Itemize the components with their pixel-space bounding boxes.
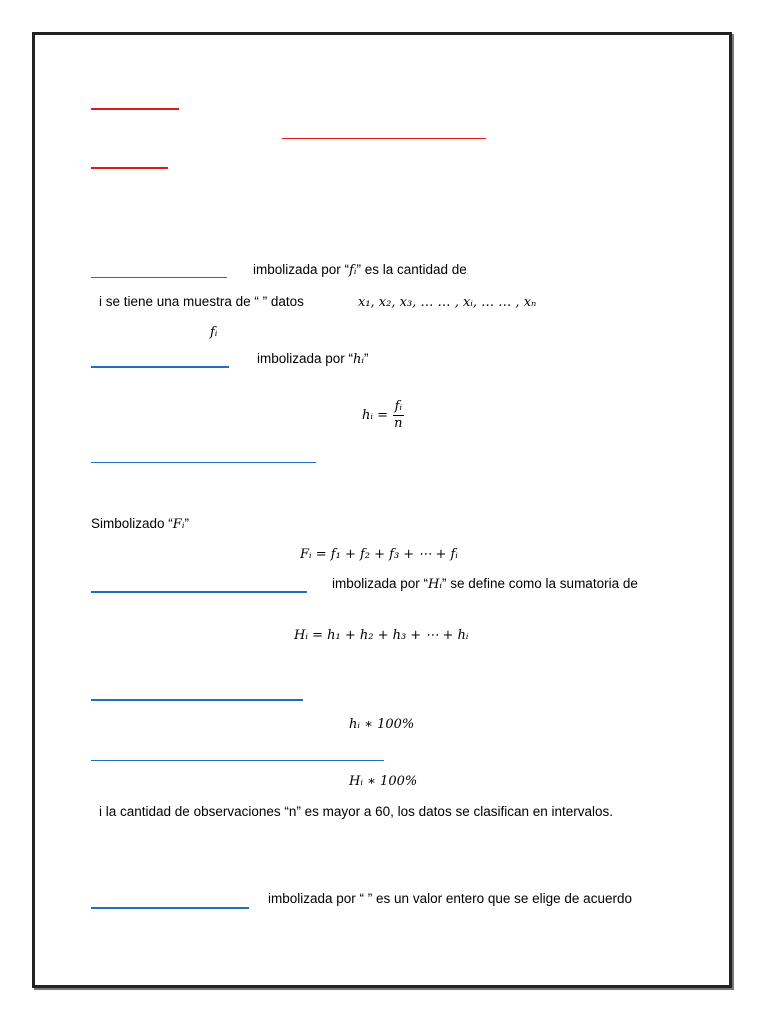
red-rule-2	[282, 138, 486, 139]
hi-symbol: hᵢ	[353, 352, 365, 367]
Fi-formula: Fᵢ = f₁ + f₂ + f₃ + ⋯ + fᵢ	[300, 547, 458, 562]
fi-symbol: fᵢ	[349, 263, 357, 278]
Fi-definition	[91, 516, 189, 532]
hi-def-suffix: ”	[364, 351, 369, 366]
blue-rule-hpct	[91, 699, 303, 701]
blue-rule-Hpct	[91, 760, 384, 761]
Hi-symbol: Hᵢ	[428, 577, 442, 592]
intervals-text: i la cantidad de observaciones “n” es mayor a 60, los datos se clasifican en intervalos.	[99, 804, 614, 819]
fi-def-suffix: ” es la cantidad de	[356, 262, 467, 277]
fi-def-prefix: imbolizada por “	[253, 262, 350, 277]
sample-formula: x₁, x₂, x₃, … … , xᵢ, … … , xₙ	[358, 295, 537, 310]
hi-definition	[257, 351, 369, 367]
blue-rule-k	[91, 907, 249, 909]
sample-text: i se tiene una muestra de “ ” datos	[99, 294, 304, 309]
fi-label: fᵢ	[210, 325, 218, 340]
blue-rule-hi	[91, 366, 229, 368]
document-page	[32, 32, 732, 988]
Hi-formula: Hᵢ = h₁ + h₂ + h₃ + ⋯ + hᵢ	[294, 628, 469, 643]
red-rule-3	[91, 167, 168, 169]
k-definition: imbolizada por “ ” es un valor entero que se elige de acuerdo	[268, 891, 632, 906]
Hi-def-prefix: imbolizada por “	[332, 576, 429, 591]
Fi-symbol: Fᵢ	[172, 517, 185, 532]
hi-fraction-denominator: n	[394, 416, 403, 431]
blue-rule-3	[91, 462, 316, 463]
blue-rule-Hi	[91, 591, 307, 593]
hi-fraction-numerator: fᵢ	[394, 399, 403, 414]
Fi-def-prefix: Simbolizado “	[91, 516, 173, 531]
hi-formula-lhs: hᵢ =	[362, 408, 389, 423]
hi-formula	[362, 400, 405, 431]
hi-percent: hᵢ ∗ 100%	[349, 717, 415, 732]
Hi-definition	[332, 576, 638, 592]
hi-fraction	[392, 400, 404, 431]
fi-definition	[253, 262, 467, 278]
blue-rule-fi	[91, 277, 227, 278]
red-rule-1	[91, 108, 179, 110]
Hi-percent: Hᵢ ∗ 100%	[349, 774, 418, 789]
hi-def-prefix: imbolizada por “	[257, 351, 354, 366]
Hi-def-suffix: ” se define como la sumatoria de	[442, 576, 638, 591]
Fi-def-suffix: ”	[184, 516, 189, 531]
